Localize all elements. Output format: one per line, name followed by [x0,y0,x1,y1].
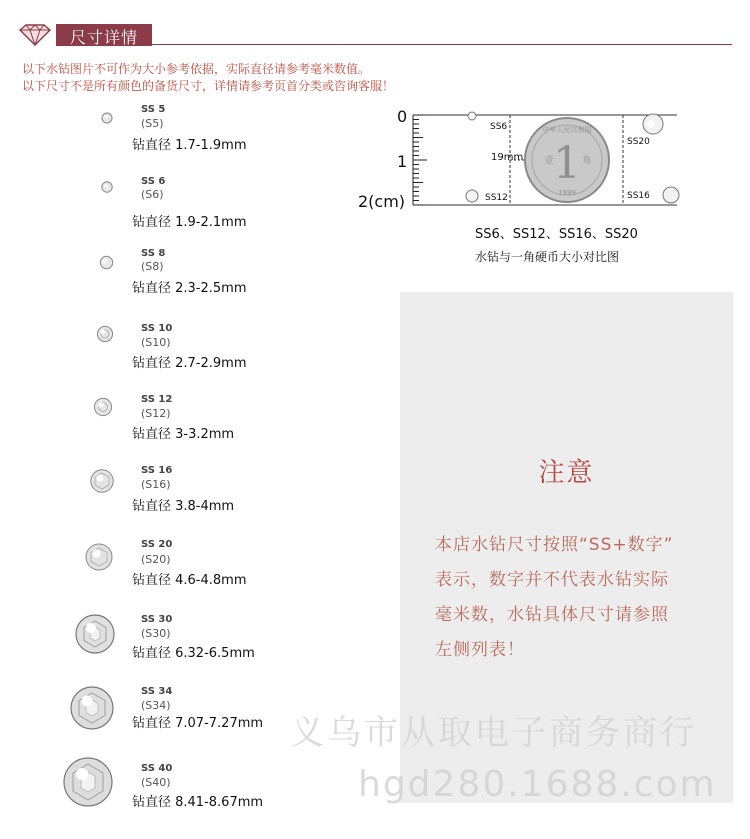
section-header [0,0,750,50]
rhinestone-icon [101,112,113,124]
size-alt-code: (S6) [141,188,164,201]
size-code: SS 40 [141,763,173,774]
size-diameter: 钻直径 6.32-6.5mm [132,646,255,661]
size-alt-code: (S30) [141,627,171,640]
notice-panel-line: 表示，数字并不代表水钻实际 [435,570,669,590]
size-item-ss12 [0,394,320,454]
size-item-ss40 [0,756,320,816]
header-title: 尺寸详情 [70,28,139,47]
notice-panel-line: 左侧列表！ [435,640,525,660]
coin-unit: 角 [582,156,592,166]
size-code: SS 12 [141,394,173,405]
size-alt-code: (S10) [141,336,171,349]
size-alt-code: (S20) [141,553,171,566]
tag-ss6: SS6 [490,122,508,132]
size-item-ss30 [0,611,320,671]
size-diameter: 钻直径 8.41-8.67mm [132,795,264,810]
size-alt-code: (S8) [141,260,164,273]
rhinestone-icon [74,613,116,655]
rhinestone-icon [89,468,115,494]
notice-line-2: 以下尺寸不是所有颜色的备货尺寸，详情请参考页首分类或咨询客服！ [22,79,395,93]
size-item-ss5 [0,104,320,164]
notice-panel-line: 毫米数，水钻具体尺寸请参照 [435,605,669,625]
ruler-label-1: 1 [397,152,408,171]
size-code: SS 30 [141,614,173,625]
size-code: SS 20 [141,539,173,550]
size-diameter: 钻直径 2.3-2.5mm [132,281,247,296]
ruler-label-2: 2(cm) [358,192,406,211]
size-item-ss20 [0,539,320,599]
size-diameter: 钻直径 7.07-7.27mm [132,716,264,731]
notice-panel-line: 本店水钻尺寸按照“SS+数字” [435,535,674,555]
size-item-ss16 [0,465,320,525]
coin-value: 1 [553,138,581,189]
watermark-shop-name: 义乌市从取电子商务商行 [290,713,697,753]
size-code: SS 34 [141,686,173,697]
diamond-logo-icon [18,24,52,46]
size-alt-code: (S40) [141,776,171,789]
size-item-ss10 [0,323,320,383]
size-alt-code: (S34) [141,699,171,712]
header-title-bar [56,24,152,46]
rhinestone-icon [99,255,114,270]
coin-icon [525,118,609,202]
coin-top-text: 中华人民共和国 [542,126,592,134]
comparison-description: 水钻与一角硬币大小对比图 [475,250,620,264]
size-diameter: 钻直径 4.6-4.8mm [132,573,247,588]
size-diameter: 钻直径 1.7-1.9mm [132,138,247,153]
ruler-label-0: 0 [397,107,408,126]
tag-ss12: SS12 [485,193,508,203]
size-diameter: 钻直径 3.8-4mm [132,499,235,514]
rhinestone-icon [96,325,114,343]
tag-ss16: SS16 [627,191,650,201]
size-diameter: 钻直径 1.9-2.1mm [132,215,247,230]
size-item-ss6 [0,176,320,236]
header-rule [152,44,732,45]
size-comparison-diagram [355,105,695,270]
rhinestone-icon [101,181,113,193]
size-item-ss34 [0,683,320,743]
rhinestone-icon [84,542,114,572]
size-item-ss8 [0,248,320,308]
size-alt-code: (S5) [141,117,164,130]
coin-year: 1999 [558,189,576,197]
size-code: SS 16 [141,465,173,476]
rhinestone-icon [69,685,115,731]
notice-line-1: 以下水钻图片不可作为大小参考依据，实际直径请参考毫米数值。 [22,62,371,76]
rhinestone-icon [62,756,114,808]
size-code: SS 6 [141,176,166,187]
watermark-url: hgd280.1688.com [358,764,717,805]
size-code: SS 5 [141,104,166,115]
svg-text:壹: 壹 [544,156,554,166]
size-alt-code: (S16) [141,478,171,491]
size-diameter: 钻直径 2.7-2.9mm [132,356,247,371]
size-alt-code: (S12) [141,407,171,420]
notice-panel-title: 注意 [538,458,595,488]
tag-ss20: SS20 [627,137,650,147]
tag-coin-size: 19mm [491,152,524,163]
comparison-sizes-caption: SS6、SS12、SS16、SS20 [475,227,638,242]
size-diameter: 钻直径 3-3.2mm [132,427,235,442]
size-code: SS 8 [141,248,166,259]
rhinestone-icon [93,397,113,417]
size-code: SS 10 [141,323,173,334]
ruler-icon [413,115,427,205]
